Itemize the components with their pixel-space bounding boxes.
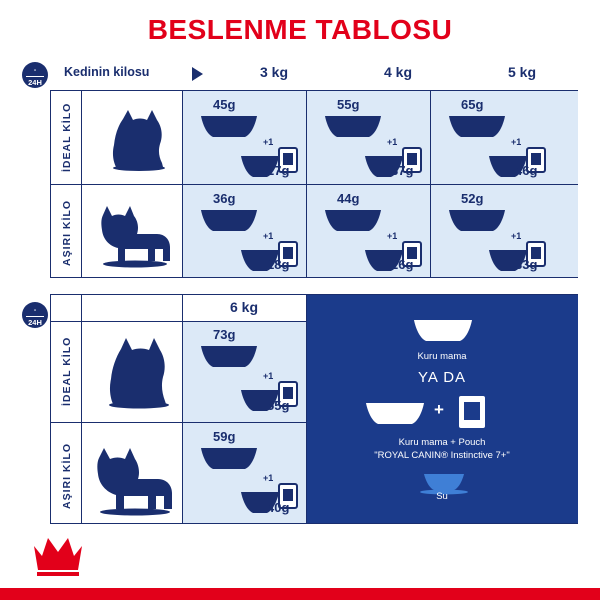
- dry-amount-overweight-5kg: 52g: [461, 191, 484, 206]
- legend-plus-sign: +: [434, 400, 444, 419]
- badge-24h-top: [22, 62, 48, 88]
- column-divider-2: [430, 91, 431, 277]
- bowl-icon: [199, 343, 259, 369]
- dry-amount-ideal-5kg: 65g: [461, 97, 484, 112]
- column-divider-label: [81, 295, 82, 523]
- label-ideal-weight-lower: İDEAL KİLO: [61, 336, 73, 406]
- dry-amount-ideal-4kg: 55g: [337, 97, 360, 112]
- label-overweight-upper: AŞIRI KİLO: [61, 199, 73, 266]
- column-weight-4kg: 4 kg: [383, 64, 412, 80]
- column-weight-6kg-cell: [182, 295, 306, 321]
- total-amount-ideal-4kg: 37g: [391, 163, 414, 178]
- cat-sitting-icon: [99, 337, 173, 409]
- total-amount-ideal-5kg: 46g: [515, 163, 538, 178]
- cat-standing-icon: [91, 445, 177, 517]
- total-amount-ideal-6kg: 55g: [267, 398, 290, 413]
- legend-dry-food-label: Kuru mama: [417, 351, 467, 362]
- plus-one-ideal-4kg: +1: [387, 137, 398, 147]
- pouch-icon: [456, 393, 488, 431]
- royal-canin-crown-logo: [28, 532, 88, 578]
- plus-one-ideal-5kg: +1: [511, 137, 522, 147]
- bowl-icon: [199, 207, 259, 233]
- plus-one-overweight-5kg: +1: [511, 231, 522, 241]
- plus-one-ideal-6kg: +1: [263, 371, 274, 381]
- column-divider-panel: [306, 295, 307, 523]
- total-amount-overweight-4kg: 26g: [391, 257, 414, 272]
- legend-mix-line1: Kuru mama + Pouch: [398, 437, 486, 448]
- bowl-icon: [412, 317, 474, 343]
- legend-mix-line2: "ROYAL CANIN® Instinctive 7+": [374, 450, 510, 461]
- plus-one-overweight-4kg: +1: [387, 231, 398, 241]
- row-divider: [51, 184, 577, 185]
- plus-one-overweight-6kg: +1: [263, 473, 274, 483]
- badge-24h-bottom: [22, 302, 48, 328]
- bowl-icon: [199, 113, 259, 139]
- total-amount-ideal-3kg: 27g: [267, 163, 290, 178]
- column-weight-5kg: 5 kg: [507, 64, 536, 80]
- column-weight-3kg: 3 kg: [259, 64, 288, 80]
- bowl-icon: [323, 113, 383, 139]
- badge-dash: -: [33, 67, 37, 74]
- badge-hours: 24H: [26, 316, 44, 327]
- table-block-upper: [50, 90, 578, 278]
- table-header-row: [22, 62, 578, 90]
- feeding-table: [22, 62, 578, 524]
- total-amount-overweight-3kg: 18g: [267, 257, 290, 272]
- legend-water-label: Su: [436, 491, 448, 502]
- dry-amount-overweight-4kg: 44g: [337, 191, 360, 206]
- label-overweight-lower: AŞIRI KİLO: [61, 442, 73, 509]
- bowl-icon: [447, 207, 507, 233]
- badge-dash: -: [33, 307, 37, 314]
- column-divider-0: [182, 91, 183, 277]
- dry-amount-overweight-3kg: 36g: [213, 191, 236, 206]
- column-divider-1: [306, 91, 307, 277]
- bowl-icon: [199, 445, 259, 471]
- legend-or-label: YA DA: [417, 369, 467, 386]
- dry-amount-ideal-6kg: 73g: [213, 327, 236, 342]
- footer-red-bar: [0, 588, 600, 600]
- total-amount-overweight-5kg: 33g: [515, 257, 538, 272]
- arrow-right-icon: [192, 67, 203, 81]
- label-ideal-weight-upper: İDEAL KİLO: [61, 102, 73, 172]
- cat-sitting-icon: [103, 109, 169, 171]
- legend-panel: [306, 295, 578, 523]
- table-block-lower: [50, 294, 578, 524]
- plus-one-ideal-3kg: +1: [263, 137, 274, 147]
- badge-hours: 24H: [26, 76, 44, 87]
- plus-one-overweight-3kg: +1: [263, 231, 274, 241]
- page-title: BESLENME TABLOSU: [147, 14, 453, 45]
- row-divider: [51, 422, 306, 423]
- cat-standing-icon: [95, 203, 175, 269]
- column-weight-6kg: 6 kg: [229, 299, 258, 315]
- bowl-icon: [447, 113, 507, 139]
- total-amount-overweight-6kg: 40g: [267, 500, 290, 515]
- dry-amount-overweight-6kg: 59g: [213, 429, 236, 444]
- header-row-label: Kedinin kilosu: [64, 65, 150, 79]
- bowl-icon: [364, 400, 426, 426]
- row-divider: [51, 321, 306, 322]
- dry-amount-ideal-3kg: 45g: [213, 97, 236, 112]
- column-divider-0: [182, 295, 183, 523]
- bowl-icon: [323, 207, 383, 233]
- column-divider-label: [81, 91, 82, 277]
